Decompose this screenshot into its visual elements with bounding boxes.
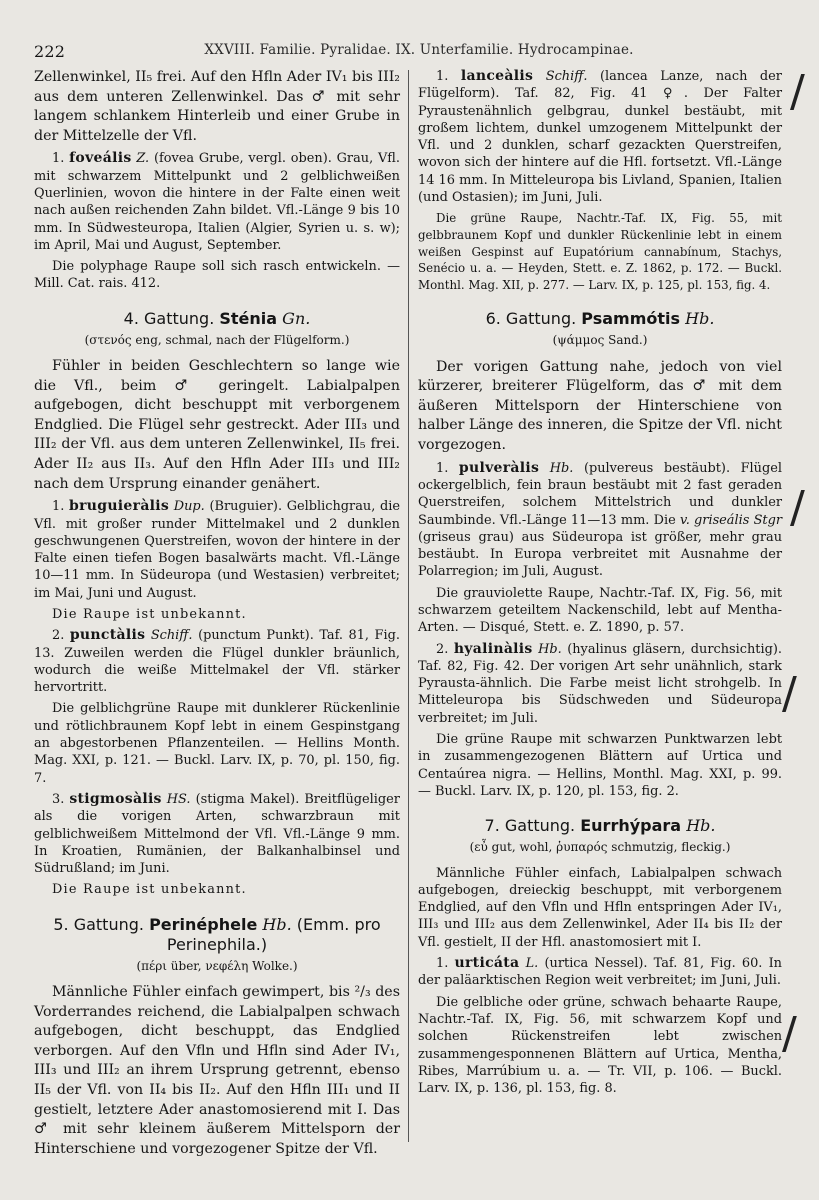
species-description: (urtica Nessel). Taf. 81, Fig. 60. In der paläarktischen Region weit verbreitet; im Juni, Juli.: [418, 956, 782, 989]
genus-author: Hb.: [262, 914, 292, 934]
raupe-note: Die grüne Raupe mit schwarzen Punktwarzen lebt in zusammengezogenen Blättern auf Urtica und Centaúrea nigra. — Hellins, Monthl. Mag. XXI, p. 99. — Buckl. Larv. IX, p. 120, pl. 153, fig. 2.: [418, 732, 782, 799]
species-description: (Bruguier). Gelblichgrau, die Vfl. mit großer runder Mittelmakel und 2 dunklen geschwungenen Querstreifen, wovon der hintere in der Falte einen tiefen Bogen basalwärts macht. Vfl.-Länge 10—11 mm. In Südeuropa (und Westasien) verbreitet; im Mai, Juni und August.: [34, 499, 400, 601]
species-name: pulveràlis: [458, 459, 540, 476]
species-name: foveális: [69, 150, 132, 167]
genus-number: 7. Gattung.: [484, 816, 576, 836]
genus-etymology: (πέρι über, νεφέλη Wolke.): [136, 958, 298, 973]
species-description: (hyalinus gläsern, durchsichtig). Taf. 82, Fig. 42. Der vorigen Art sehr unähnlich, stark Pyrausta-ähnlich. Die Farbe meist licht strohgelb. In Mitteleuropa bis Südschweden und Südeuropa verbreitet; im Juli.: [418, 641, 782, 726]
genus-name: Psammótis: [581, 309, 681, 329]
running-header: [34, 40, 804, 62]
running-title: XXVIII. Familie. Pyralidae. IX. Unterfamilie. Hydrocampinae.: [204, 42, 634, 58]
genus-author: Hb.: [686, 816, 716, 836]
continued-paragraph: Zellenwinkel, II₅ frei. Auf den Hfln Ader IV₁ bis III₂ aus dem unteren Zellenwinkel. Das ♂ mit sehr langem schlankem Hinterleib und einer Grube in der Mittelzelle der Vfl.: [34, 69, 400, 144]
species-author: L.: [525, 956, 539, 972]
species-name: stigmosàlis: [69, 790, 162, 807]
genus-author: Gn.: [282, 308, 311, 328]
raupe-note: Die grüne Raupe, Nachtr.-Taf. IX, Fig. 55, mit gelbbraunem Kopf und dunkler Rückenlinie lebt in einem weißen Gespinst auf Eupatórium cannabínum, Stachys, Senécio u. a. — Heyden, Stett. e. Z. 1862, p. 172. — Buckl. Monthl. Mag. XII, p. 277. — Larv. IX, p. 125, pl. 153, fig. 4.: [418, 211, 782, 292]
species-description: (fovea Grube, vergl. oben). Grau, Vfl. mit schwarzem Mittelpunkt und 2 gelblichweißen Querlinien, wovon die hintere in der Falte einen weit nach außen reichenden Zahn bildet. Vfl.-Länge 9 bis 10 mm. In Südwesteuropa, Italien (Algier, Syrien u. s. w); im April, Mai und August, September.: [34, 151, 400, 253]
genus-name: Sténia: [219, 308, 278, 328]
genus-heading-stenia: [34, 309, 400, 329]
species-name: bruguieràlis: [69, 498, 170, 515]
species-author: Hb.: [538, 641, 562, 657]
raupe-note: Die Raupe ist unbekannt.: [52, 882, 247, 898]
raupe-note: Die Raupe ist unbekannt.: [52, 606, 247, 622]
genus-name: Eurrhýpara: [580, 816, 682, 836]
genus-etymology: (ψάμμος Sand.): [552, 333, 648, 348]
species-entry-hyalinalis: [418, 641, 782, 727]
genus-etymology: (εὖ gut, wohl, ῥυπαρός schmutzig, fleckig.): [469, 840, 731, 855]
genus-name: Perinéphele: [149, 914, 258, 934]
species-number: 1.: [52, 151, 65, 167]
species-number: 1.: [436, 69, 449, 84]
variety-name: v. griseális Stgr: [679, 512, 783, 528]
species-number: 1.: [436, 956, 449, 972]
species-entry-punctalis: [34, 627, 400, 696]
margin-mark: /: [782, 1008, 797, 1059]
genus-emendation: (Emm. pro Perinephila.): [166, 914, 381, 954]
species-number: 2.: [52, 628, 65, 644]
genus-author: Hb.: [685, 309, 715, 329]
genus-number: 4. Gattung.: [123, 308, 215, 328]
species-name: punctàlis: [69, 627, 146, 644]
margin-mark: /: [790, 482, 805, 533]
genus-heading-perinephele: [34, 915, 400, 955]
page-number: 222: [34, 42, 66, 61]
species-author: Schiff.: [545, 69, 588, 84]
genus-heading-psammotis: [418, 309, 782, 329]
margin-mark: /: [782, 668, 797, 719]
genus-description: Der vorigen Gattung nahe, jedoch von viel kürzerer, breiterer Flügelform, das ♂ mit dem äußeren Mittelsporn der Hinterschiene von halber Länge des inneren, die Spitze der Vfl. nicht vorgezogen.: [418, 358, 782, 454]
species-description-cont: (griseus grau) aus Südeuropa ist größer, mehr grau bestäubt. In Europa verbreitet mit Ausnahme der Polarregion; im Juli, August.: [418, 529, 782, 580]
species-name: hyalinàlis: [453, 640, 533, 657]
species-number: 1.: [436, 460, 449, 476]
genus-etymology: (στενός eng, schmal, nach der Flügelform.): [84, 332, 350, 347]
right-column: [418, 68, 782, 1101]
species-author: Hb.: [549, 460, 574, 476]
margin-mark: /: [790, 66, 805, 117]
raupe-note: Die gelbliche oder grüne, schwach behaarte Raupe, Nachtr.-Taf. IX, Fig. 56, mit schwarzem Kopf und solchen Rückenstreifen lebt zwischen zusammengesponnenen Blättern auf Urtica, Mentha, Ribes, Marrúbium u. a. — Tr. VII, p. 106. — Buckl. Larv. IX, p. 136, pl. 153, fig. 8.: [418, 994, 782, 1097]
species-description: (pulvereus bestäubt). Flügel ockergelblich, fein braun bestäubt mit 2 fast geraden Querstreifen, solchem Mittelstrich und dunkler Saumbinde. Vfl.-Länge 11—13 mm. Die: [418, 460, 782, 528]
species-number: 2.: [436, 641, 449, 657]
column-divider: [408, 70, 409, 1142]
species-author: Schiff.: [150, 628, 193, 644]
genus-heading-eurrhypara: [418, 816, 782, 836]
raupe-note: Die gelblichgrüne Raupe mit dunklerer Rückenlinie und rötlichbraunem Kopf lebt in einem Gespinstgang an abgestorbenen Pflanzenteilen. — Hellins Month. Mag. XXI, p. 121. — Buckl. Larv. IX, p. 70, pl. 150, fig. 7.: [34, 701, 400, 786]
species-author: Z.: [136, 151, 150, 167]
species-number: 3.: [52, 791, 65, 807]
species-entry-urticata: [418, 955, 782, 990]
species-description: (stigma Makel). Breitflügeliger als die vorigen Arten, schwarzbraun mit gelblichweißem Mittelmond der Vfl. Vfl.-Länge 9 mm. In Kroatien, Rumänien, der Balkanhalbinsel und Südrußland; im Juni.: [34, 791, 400, 877]
species-description: (lancea Lanze, nach der Flügelform). Taf. 82, Fig. 41 ♀. Der Falter Pyraustenähnlich gelbgrau, dunkel bestäubt, mit großem lichtem, dunkel umzogenem Mittelpunkt der Vfl. und 2 dunklen, scharf gezackten Querstreifen, wovon sich der hintere auf die Hfl. fortsetzt. Vfl.-Länge 14 16 mm. In Mitteleuropa bis Livland, Spanien, Italien (und Ostasien); im Juni, Juli.: [418, 69, 782, 206]
species-entry-lancealis: [418, 68, 782, 206]
species-number: 1.: [52, 499, 65, 515]
species-entry-pulveralis: [418, 460, 782, 581]
genus-description: Männliche Fühler einfach gewimpert, bis ²/₃ des Vorderrandes reichend, die Labialpalpen schwach aufgebogen, dicht beschuppt, das Endglied verborgen. Auf den Vfln und Hfln sind Ader IV₁, III₃ und III₂ an ihrem Ursprung getrennt, ebenso II₅ der Vfl. von II₄ bis II₂. Auf den Hfln III₁ und II gestielt, letztere Ader anastomosierend mit I. Das ♂ mit sehr kleinem äußerem Mittelsporn der Hinterschiene und vorgezogener Spitze der Vfl.: [34, 984, 400, 1157]
species-description: (punctum Punkt). Taf. 81, Fig. 13. Zuweilen werden die Flügel dunkler bräunlich, wodurch die weiße Mittelmakel der Vfl. stärker hervortritt.: [34, 628, 400, 696]
species-entry-bruguieralis: [34, 498, 400, 602]
genus-number: 6. Gattung.: [485, 309, 577, 329]
species-author: HS.: [166, 791, 191, 807]
species-name: lanceàlis: [460, 68, 534, 84]
raupe-note: Die grauviolette Raupe, Nachtr.-Taf. IX, Fig. 56, mit schwarzem geteiltem Nackenschild, lebt auf Mentha-Arten. — Disqué, Stett. e. Z. 1890, p. 57.: [418, 585, 782, 636]
species-entry-stigmosalis: [34, 791, 400, 877]
left-column: [34, 68, 400, 1163]
species-entry-fovealis: [34, 150, 400, 254]
genus-number: 5. Gattung.: [53, 914, 144, 934]
genus-description: Fühler in beiden Geschlechtern so lange wie die Vfl., beim ♂ geringelt. Labialpalpen aufgebogen, dicht beschuppt mit verborgenem Endglied. Die Flügel sehr gestreckt. Ader III₃ und III₂ der Vfl. aus dem unteren Zellenwinkel, II₅ frei. Ader II₂ aus II₃. Auf den Hfln Ader III₃ und III₂ nach dem Ursprung einander genähert.: [34, 358, 400, 492]
species-author: Dup.: [173, 499, 205, 515]
genus-description: Männliche Fühler einfach, Labialpalpen schwach aufgebogen, dreieckig beschuppt, mit verborgenem Endglied, auf den Vfln und Hfln entspringen Ader IV₁, III₃ und III₂ aus dem Zellenwinkel, Ader II₄ bis II₂ der Vfl. gestielt, II der Hfl. anastomosiert mit I.: [418, 865, 782, 950]
raupe-note: Die polyphage Raupe soll sich rasch entwickeln. — Mill. Cat. rais. 412.: [34, 259, 400, 292]
species-name: urticáta: [454, 955, 520, 972]
